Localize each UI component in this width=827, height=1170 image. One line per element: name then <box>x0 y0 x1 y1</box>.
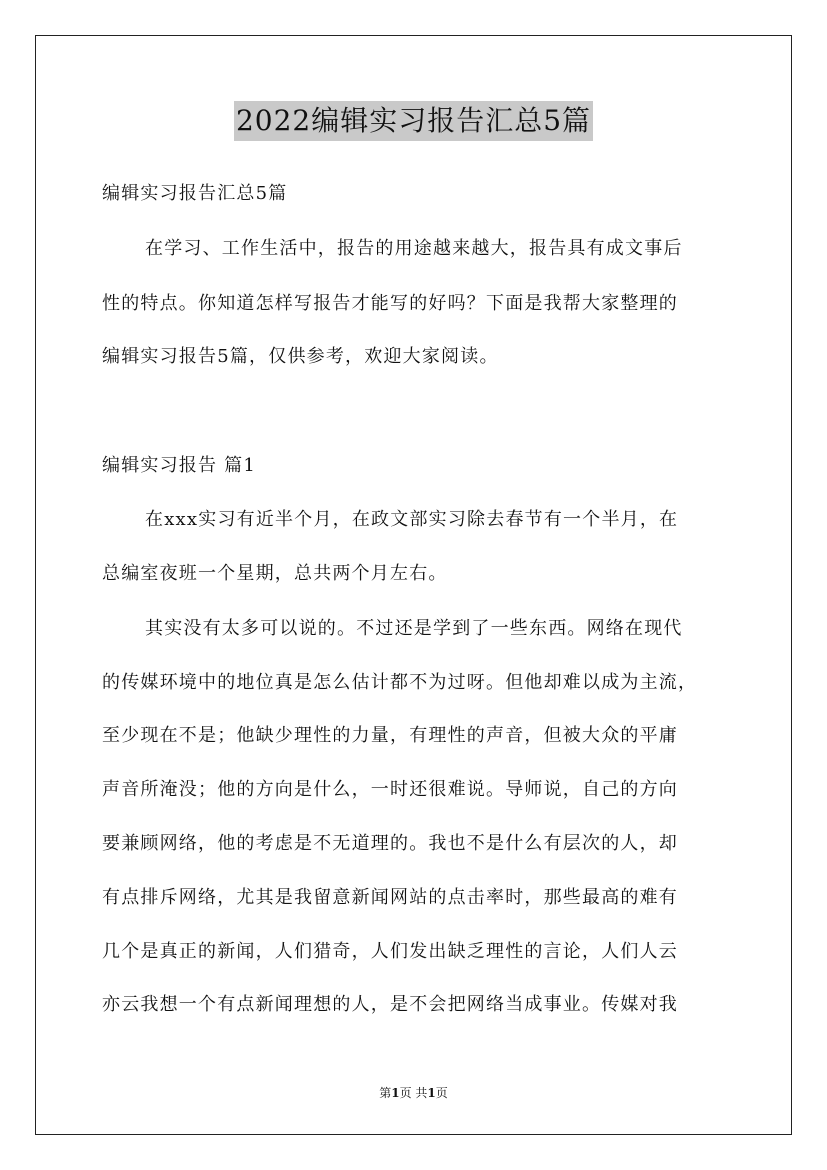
page-suffix: 页 <box>435 1086 448 1100</box>
page-total: 1 <box>427 1086 436 1100</box>
title-container <box>0 101 827 141</box>
para2-line-1: 其实没有太多可以说的。不过还是学到了一些东西。网络在现代 <box>145 618 683 639</box>
intro-line-1: 在学习、工作生活中，报告的用途越来越大，报告具有成文事后 <box>145 238 683 259</box>
para2-line-7: 几个是真正的新闻，人们猎奇，人们发出缺乏理性的言论，人们人云 <box>102 941 678 962</box>
intro-line-3: 编辑实习报告5篇，仅供参考，欢迎大家阅读。 <box>102 346 499 367</box>
para2-line-4: 声音所淹没；他的方向是什么，一时还很难说。导师说，自己的方向 <box>102 779 678 800</box>
page-prefix: 第 <box>379 1086 392 1100</box>
intro-line-2: 性的特点。你知道怎样写报告才能写的好吗？下面是我帮大家整理的 <box>102 293 678 314</box>
section-heading: 编辑实习报告 篇1 <box>102 455 256 476</box>
subtitle: 编辑实习报告汇总5篇 <box>102 183 288 204</box>
para2-line-2: 的传媒环境中的地位真是怎么估计都不为过呀。但他却难以成为主流， <box>102 672 698 693</box>
page-mid: 页 共 <box>399 1086 428 1100</box>
page-current: 1 <box>391 1086 400 1100</box>
para2-line-5: 要兼顾网络，他的考虑是不无道理的。我也不是什么有层次的人，却 <box>102 833 678 854</box>
para1-line-2: 总编室夜班一个星期，总共两个月左右。 <box>102 563 448 584</box>
page-footer <box>0 1084 827 1101</box>
para2-line-6: 有点排斥网络，尤其是我留意新闻网站的点击率时，那些最高的难有 <box>102 887 678 908</box>
page-title: 2022编辑实习报告汇总5篇 <box>234 101 593 141</box>
para2-line-8: 亦云我想一个有点新闻理想的人，是不会把网络当成事业。传媒对我 <box>102 994 678 1015</box>
para1-line-1: 在xxx实习有近半个月，在政文部实习除去春节有一个半月，在 <box>145 509 679 530</box>
para2-line-3: 至少现在不是；他缺少理性的力量，有理性的声音，但被大众的平庸 <box>102 725 678 746</box>
